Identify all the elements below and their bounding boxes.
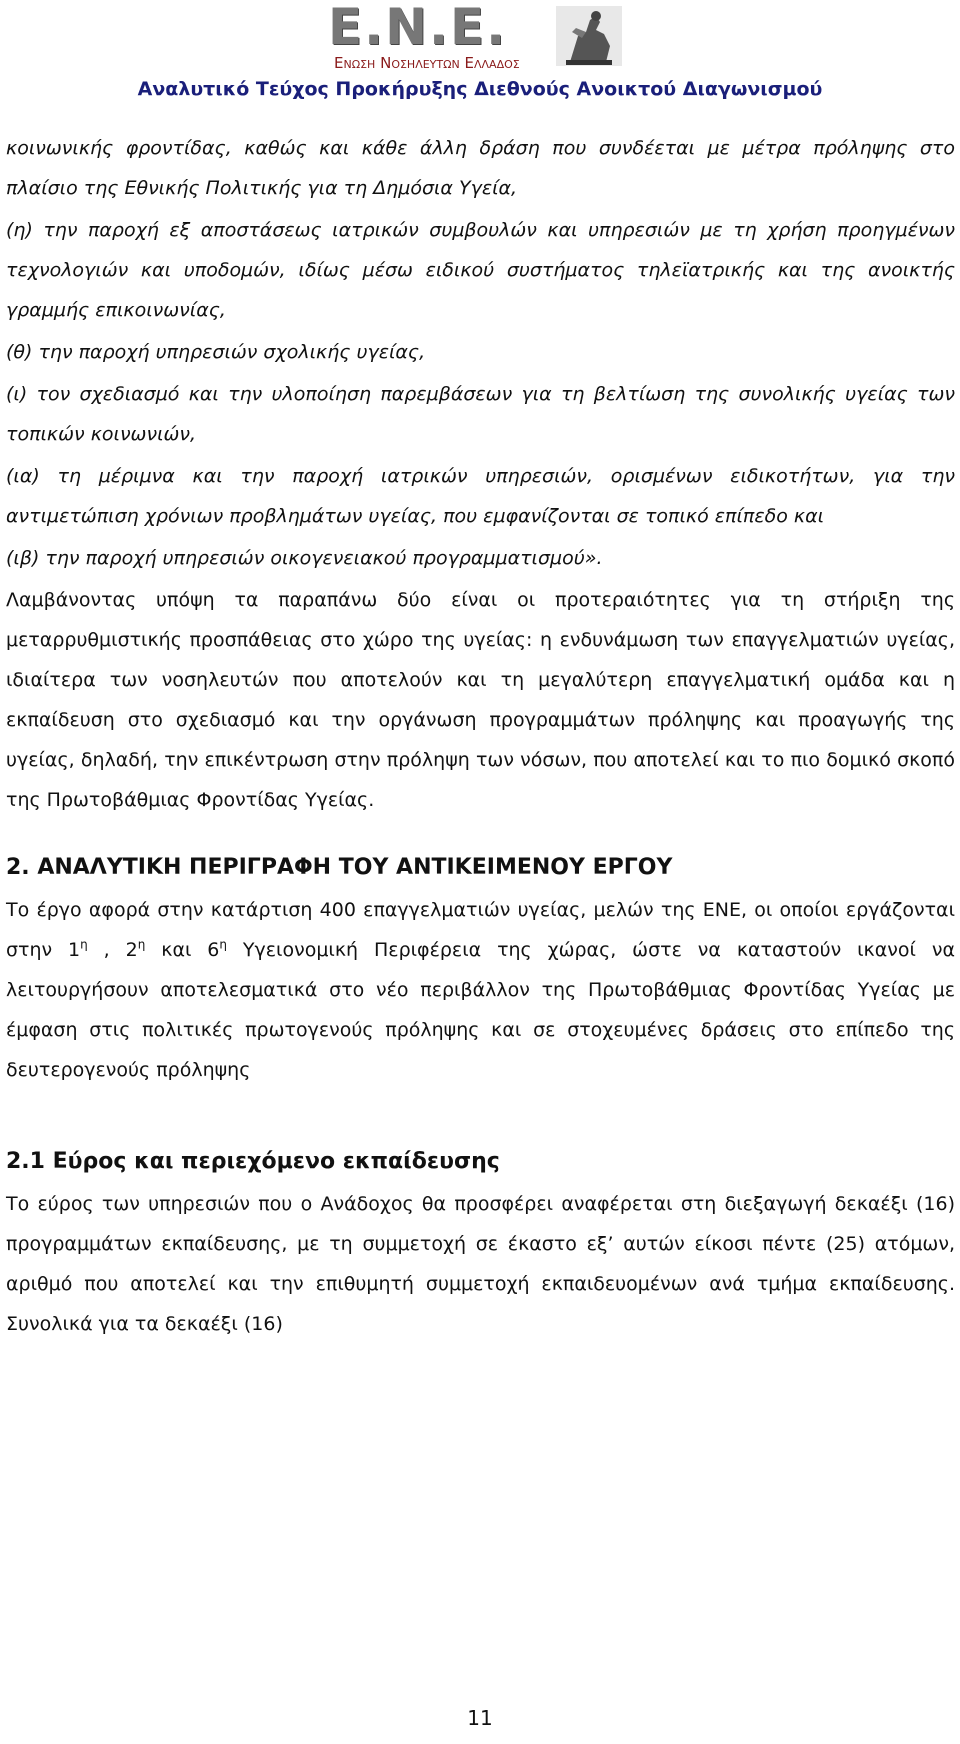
ordinal-superscript: η: [219, 937, 228, 952]
section-2-paragraph: [6, 890, 955, 1090]
page-content: [6, 128, 955, 1344]
list-item-h: (η) την παροχή εξ αποστάσεως ιατρικών συμβουλών και υπηρεσιών με τη χρήση προηγμένων τεχνολογιών και υποδομών, ιδίως μέσω ειδικού συστήματος τηλεϊατρικής και της ανοικτής γραμμής επικοινωνίας,: [6, 219, 955, 321]
priorities-paragraph: Λαμβάνοντας υπόψη τα παραπάνω δύο είναι οι προτεραιότητες για τη στήριξη της μεταρρυθμιστικής προσπάθειας στο χώρο της υγείας: η ενδυνάμωση των επαγγελματιών υγείας, ιδιαίτερα των νοσηλευτών που αποτελούν και τη μεγαλύτερη επαγγελματική ομάδα και η εκπαίδευση στο σχεδιασμό και την οργάνωση προγραμμάτων πρόληψης και προαγωγής της υγείας, δηλαδή, την επικέντρωση στην πρόληψη των νόσων, που αποτελεί και το πιο δομικό σκοπό της Πρωτοβάθμιας Φροντίδας Υγείας.: [6, 589, 955, 811]
list-item-ia: (ια) τη μέριμνα και την παροχή ιατρικών υπηρεσιών, ορισμένων ειδικοτήτων, για την αντιμετώπιση χρόνιων προβλημάτων υγείας, που εμφανίζονται σε τοπικό επίπεδο και: [6, 465, 955, 527]
logo-letters: E.N.E.: [328, 0, 508, 56]
page-number: 11: [467, 1706, 493, 1730]
logo: [328, 0, 636, 76]
list-item-continuation: κοινωνικής φροντίδας, καθώς και κάθε άλλη δράση που συνδέεται με μέτρα πρόληψης στο πλαίσιο της Εθνικής Πολιτικής για τη Δημόσια Υγεία,: [6, 137, 955, 199]
section-2-text-part4: Υγειονομική Περιφέρεια της χώρας, ώστε να καταστούν ικανοί να λειτουργήσουν αποτελεσματικά στο νέο περιβάλλον της Πρωτοβάθμιας Φροντίδας Υγείας με έμφαση στις πολιτικές πρωτογενούς πρόληψης και σε στοχευμένες δράσεις στο επίπεδο της δευτερογενούς πρόληψης: [6, 939, 955, 1081]
list-item-th: (θ) την παροχή υπηρεσιών σχολικής υγείας,: [6, 341, 426, 363]
section-2-text-part1: Το έργο αφορά στην κατάρτιση 400 επαγγελματιών υγείας, μελών της ΕΝΕ, οι οποίοι εργάζονται στην 1: [6, 899, 955, 961]
logo-subtitle: Ενωση Νοσηλευτων Ελλαδος: [334, 54, 520, 72]
statue-emblem-icon: [556, 6, 622, 66]
section-2-text-part2: , 2: [87, 939, 138, 961]
section-2-1-paragraph: Το εύρος των υπηρεσιών που ο Ανάδοχος θα προσφέρει αναφέρεται στη διεξαγωγή δεκαέξι (16) προγραμμάτων εκπαίδευσης, με τη συμμετοχή σε έκαστο εξ’ αυτών είκοσι πέντε (25) ατόμων, αριθμό που αποτελεί και την επιθυμητή συμμετοχή εκπαιδευομένων ανά τμήμα εκπαίδευσης. Συνολικά για τα δεκαέξι (16): [6, 1193, 955, 1335]
ordinal-superscript: η: [137, 937, 146, 952]
list-item-ib: (ιβ) την παροχή υπηρεσιών οικογενειακού προγραμματισμού».: [6, 547, 603, 569]
page-header: [0, 0, 960, 110]
list-item-i: (ι) τον σχεδιασμό και την υλοποίηση παρεμβάσεων για τη βελτίωση της συνολικής υγείας των τοπικών κοινωνιών,: [6, 383, 955, 445]
section-2-1-heading: 2.1 Εύρος και περιεχόμενο εκπαίδευσης: [6, 1149, 500, 1174]
document-title: Αναλυτικό Τεύχος Προκήρυξης Διεθνούς Ανοικτού Διαγωνισμού: [137, 78, 823, 100]
section-2-text-part3: και 6: [145, 939, 220, 961]
section-2-heading: 2. ΑΝΑΛΥΤΙΚΗ ΠΕΡΙΓΡΑΦΗ ΤΟΥ ΑΝΤΙΚΕΙΜΕΝΟΥ ΕΡΓΟΥ: [6, 855, 673, 880]
ordinal-superscript: η: [80, 937, 88, 952]
